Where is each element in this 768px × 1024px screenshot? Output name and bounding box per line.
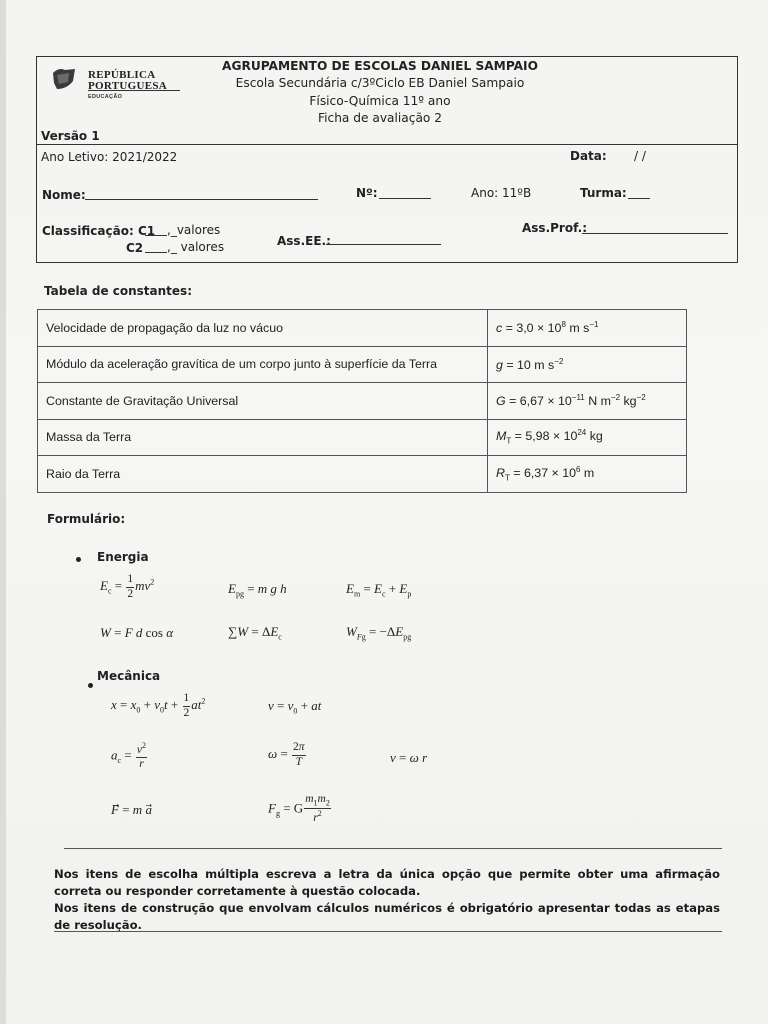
- subject-title: Físico-Química 11º ano: [309, 94, 451, 108]
- energy-title: Energia: [97, 550, 149, 564]
- instruction-calculations: Nos itens de construção que envolvam cálculos numéricos é obrigatório apresentar todas as etapas de resolução.: [54, 901, 720, 932]
- table-row: [38, 346, 687, 383]
- school-name: Escola Secundária c/3ºCiclo EB Daniel Sampaio: [235, 76, 525, 90]
- instruction-multiple-choice: Nos itens de escolha múltipla escreva a letra da única opção que permite obter uma afirmação correta ou responder corretamente à questão colocada.: [54, 867, 720, 898]
- bullet-icon: [88, 683, 93, 688]
- teacher-signature-field[interactable]: [582, 222, 728, 234]
- formula-newton: F⃗ = m a: [111, 802, 152, 817]
- formula-potential-energy: $E_{pg} = m$ g h: [228, 581, 287, 599]
- classification-c1-label: Classificação: C1: [42, 224, 156, 238]
- bullet-icon: [76, 557, 81, 562]
- c1-values-label: ,_valores: [167, 223, 221, 237]
- table-row: [38, 310, 687, 347]
- grade-label: Ano: 11ºB: [471, 186, 532, 200]
- number-label: Nº:: [356, 186, 378, 200]
- formula-gravitation: $F_g = G$ $\frac{m_1m_2}{r^2}$: [268, 793, 330, 825]
- table-row: [38, 419, 687, 456]
- school-year-label: Ano Letivo: 2021/2022: [41, 150, 178, 164]
- table-row: [38, 383, 687, 420]
- formula-work: W = F d cos α: [100, 625, 174, 640]
- guardian-signature-field[interactable]: [326, 233, 441, 245]
- logo-subtitle: EDUCAÇÃO: [88, 94, 123, 100]
- formula-position: $x = x_0 + v_0t$ + $\frac{1}{2}$ $at^2$: [111, 692, 206, 719]
- constants-title: Tabela de constantes:: [44, 284, 192, 298]
- constant-name: Constante de Gravitação Universal: [38, 383, 488, 420]
- formula-mechanical-energy: $E_m = E_c + E_p$: [346, 581, 412, 599]
- c2-field[interactable]: [145, 241, 167, 253]
- constants-table: [37, 309, 687, 493]
- formula-linear-velocity: v = ω r: [390, 750, 428, 765]
- formula-centripetal: $a_c$ = $\frac{v^2}{r}$: [111, 741, 147, 771]
- formula-weight-work: $W_{Fg} = -\Delta E_{pg}$: [346, 624, 412, 642]
- formula-velocity: $v = v_0$ + at: [268, 698, 322, 716]
- constant-name: Módulo da aceleração gravítica de um corpo junto à superfície da Terra: [38, 346, 488, 383]
- number-field[interactable]: [379, 187, 431, 199]
- c2-values-label: ,_ valores: [167, 240, 225, 254]
- constant-value: $G = 6,67 \times 10^{-11}$ N $m^{-2}$ $kg^{-2}$: [488, 383, 687, 420]
- name-label: Nome:: [42, 188, 86, 202]
- formulary-title: Formulário:: [47, 512, 126, 526]
- classification-c2-label: C2: [126, 241, 144, 255]
- constant-name: Velocidade de propagação da luz no vácuo: [38, 310, 488, 347]
- school-group-name: AGRUPAMENTO DE ESCOLAS DANIEL SAMPAIO: [222, 59, 538, 73]
- constant-name: Massa da Terra: [38, 419, 488, 456]
- instructions: [54, 866, 720, 934]
- class-field[interactable]: [628, 187, 650, 199]
- version-label: Versão 1: [41, 129, 100, 143]
- table-row: [38, 456, 687, 493]
- formula-work-energy-theorem: $\sum W = \Delta E_c$: [228, 624, 282, 642]
- divider: [64, 848, 722, 849]
- republica-portuguesa-logo: [51, 62, 183, 104]
- sheet-title: Ficha de avaliação 2: [317, 111, 443, 125]
- guardian-signature-label: Ass.EE.:: [277, 234, 331, 248]
- class-label: Turma:: [580, 186, 627, 200]
- date-field[interactable]: / /: [634, 149, 646, 163]
- teacher-signature-label: Ass.Prof.:: [522, 221, 588, 235]
- date-label: Data:: [570, 149, 607, 163]
- formula-kinetic-energy: $E_c$ = $\frac{1}{2}$ $mv^2$: [100, 573, 155, 600]
- logo-rule: [88, 90, 180, 91]
- c1-field[interactable]: [145, 224, 167, 236]
- constant-value: g = 10 m $s^{-2}$: [488, 346, 687, 383]
- divider: [54, 931, 722, 932]
- mechanics-title: Mecânica: [97, 669, 161, 683]
- constant-value: $c = 3,0 \times 10^8$ m $s^{-1}$: [488, 310, 687, 347]
- formula-angular-velocity: ω = $\frac{2\pi}{T}$: [268, 741, 305, 768]
- constant-name: Raio da Terra: [38, 456, 488, 493]
- logo-text: REPÚBLICA PORTUGUESA: [88, 69, 168, 92]
- header-divider: [37, 144, 737, 145]
- constant-value: $M_T = 5,98 \times 10^{24}$ kg: [488, 419, 687, 456]
- constant-value: $R_T = 6,37 \times 10^6$ m: [488, 456, 687, 493]
- name-field[interactable]: [85, 188, 318, 200]
- coat-of-arms-icon: [51, 67, 77, 91]
